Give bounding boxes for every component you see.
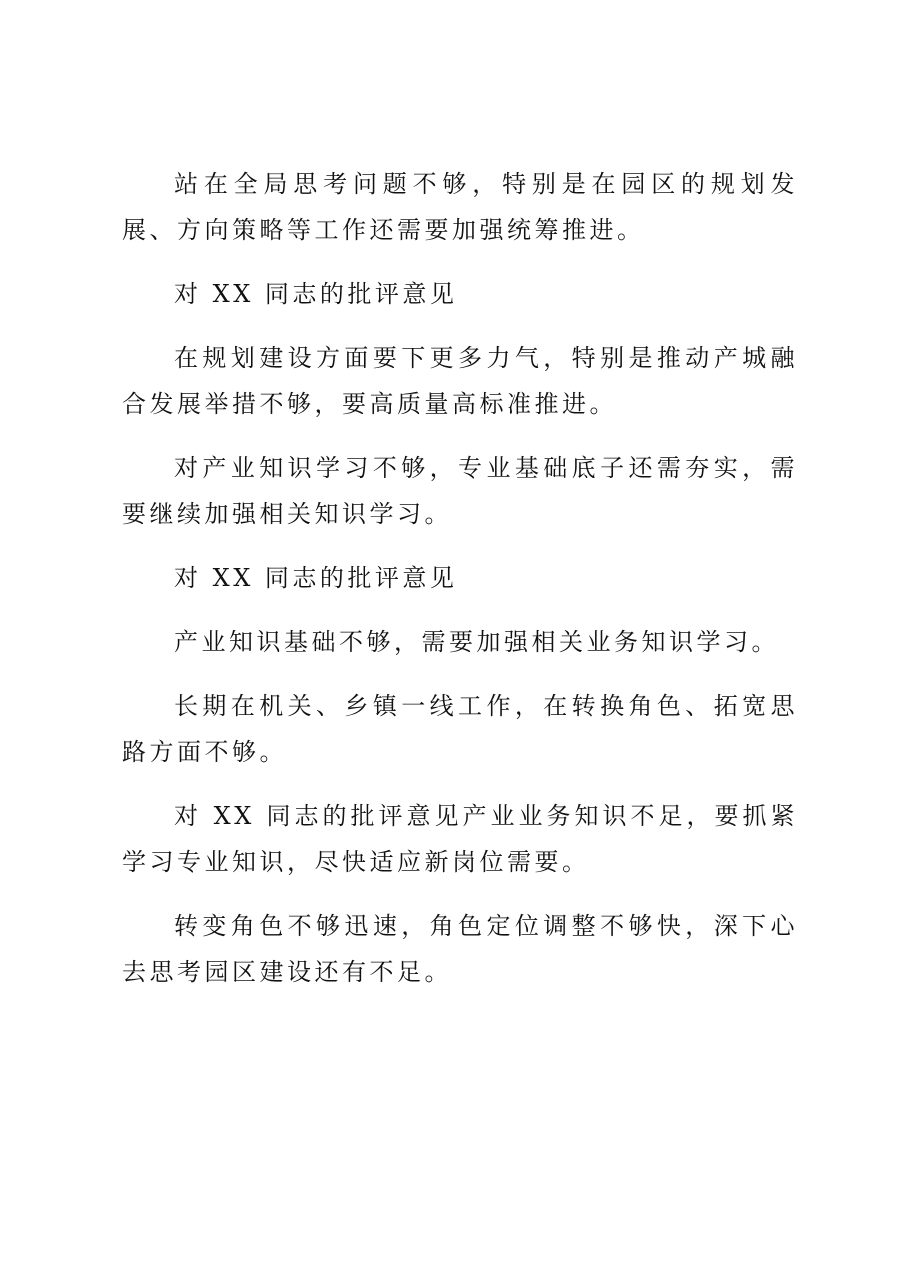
- paragraph: 站在全局思考问题不够，特别是在园区的规划发展、方向策略等工作还需要加强统筹推进。: [122, 170, 798, 244]
- paragraph: 产业知识基础不够，需要加强相关业务知识学习。: [174, 628, 779, 656]
- paragraph: 转变角色不够迅速，角色定位调整不够快，深下心去思考园区建设还有不足。: [122, 912, 798, 986]
- paragraph: 在规划建设方面要下更多力气，特别是推动产城融合发展举措不够，要高质量高标准推进。: [122, 344, 798, 418]
- paragraph: 长期在机关、乡镇一线工作，在转换角色、拓宽思路方面不够。: [122, 692, 798, 766]
- section-heading: 对 XX 同志的批评意见: [174, 280, 458, 308]
- section-heading: 对 XX 同志的批评意见: [174, 564, 458, 592]
- paragraph: 对产业知识学习不够，专业基础底子还需夯实，需要继续加强相关知识学习。: [122, 454, 798, 528]
- document-body: [122, 161, 798, 995]
- paragraph: 对 XX 同志的批评意见产业业务知识不足，要抓紧学习专业知识，尽快适应新岗位需要。: [122, 802, 798, 876]
